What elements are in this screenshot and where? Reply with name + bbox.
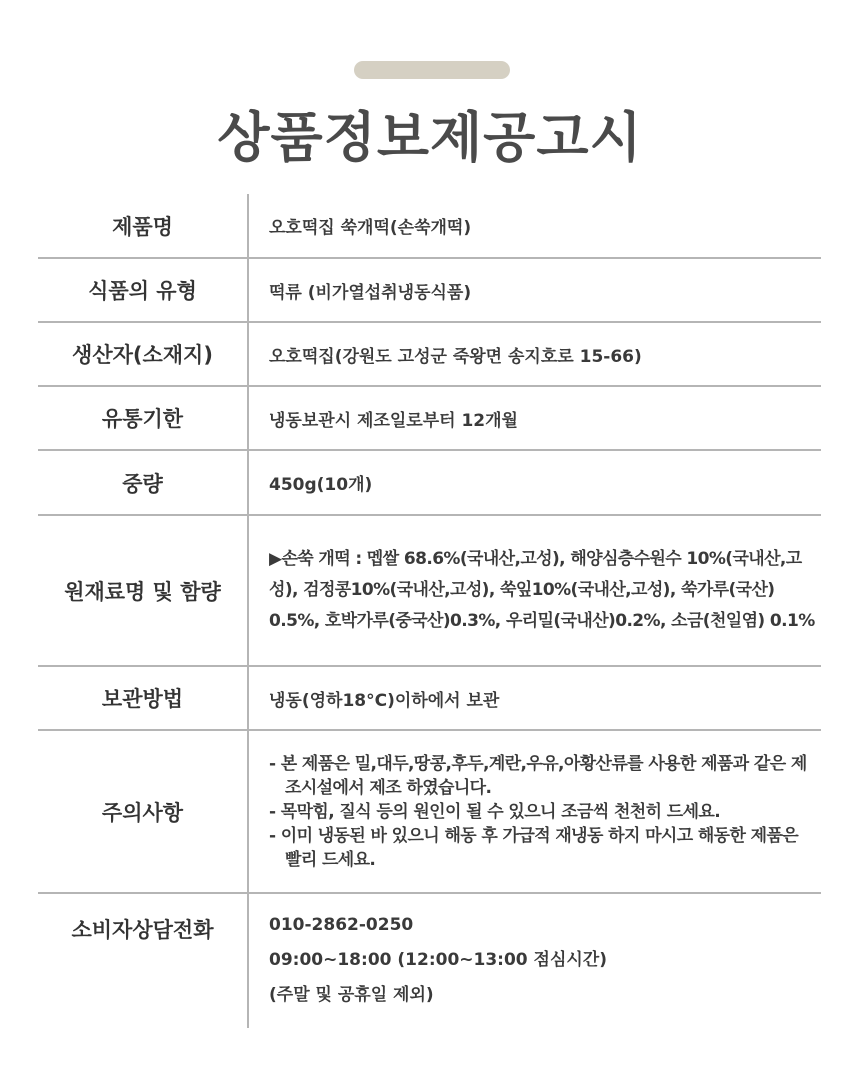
row-value: 450g(10개) — [269, 475, 373, 495]
row-label: 식품의 유형 — [38, 259, 249, 321]
table-row-food-type — [38, 259, 821, 323]
table-row-product-name — [38, 194, 821, 259]
table-row-ingredients — [38, 516, 821, 667]
row-value: 냉동(영하18°C)이하에서 보관 — [269, 690, 500, 711]
table-row-expiry — [38, 387, 821, 451]
caution-item: - 목막힘, 질식 등의 원인이 될 수 있으니 조금씩 천천히 드세요. — [269, 801, 721, 822]
table-row-producer — [38, 323, 821, 387]
table-row-contact — [38, 894, 821, 1028]
row-value — [249, 731, 821, 892]
row-label: 생산자(소재지) — [38, 323, 249, 385]
row-label: 제품명 — [38, 194, 249, 257]
row-value: 오호떡집(강원도 고성군 죽왕면 송지호로 15-66) — [269, 346, 642, 367]
caution-item: - 이미 냉동된 바 있으니 해동 후 가급적 재냉동 하지 마시고 해동한 제품은 빨리 드세요. — [269, 825, 799, 870]
row-value: 냉동보관시 제조일로부터 12개월 — [269, 410, 518, 431]
contact-phone: 010-2862-0250 — [269, 915, 414, 935]
row-label: 원재료명 및 함량 — [38, 516, 249, 665]
contact-hours: 09:00~18:00 (12:00~13:00 점심시간) — [269, 950, 608, 970]
decorative-pill — [354, 61, 510, 79]
row-label: 주의사항 — [38, 731, 249, 892]
row-value — [249, 894, 821, 1028]
contact-note: (주말 및 공휴일 제외) — [269, 985, 434, 1005]
table-row-cautions — [38, 731, 821, 894]
row-label: 중량 — [38, 451, 249, 514]
table-row-storage — [38, 667, 821, 731]
row-label: 소비자상담전화 — [38, 894, 249, 1028]
row-value: ▶손쑥 개떡 : 멥쌀 68.6%(국내산,고성), 해양심층수원수 10%(국내산,고성), 검정콩10%(국내산,고성), 쑥잎10%(국내산,고성), 쑥가루(국산) 0.5%, 호박가루(중국산)0.3%, 우리밀(국내산)0.2%, 소금(천일염) 0.1% — [269, 549, 815, 631]
caution-item: - 본 제품은 밀,대두,땅콩,후두,계란,우유,아황산류를 사용한 제품과 같은 제조시설에서 제조 하였습니다. — [269, 753, 807, 798]
table-row-weight — [38, 451, 821, 516]
row-label: 유통기한 — [38, 387, 249, 449]
row-value: 오호떡집 쑥개떡(손쑥개떡) — [269, 218, 472, 238]
page-title: 상품정보제공고시 — [217, 106, 643, 169]
row-label: 보관방법 — [38, 667, 249, 729]
product-info-table — [38, 194, 821, 1028]
caution-list — [269, 752, 817, 872]
row-value: 떡류 (비가열섭취냉동식품) — [269, 282, 472, 303]
contact-lines — [269, 908, 607, 1013]
